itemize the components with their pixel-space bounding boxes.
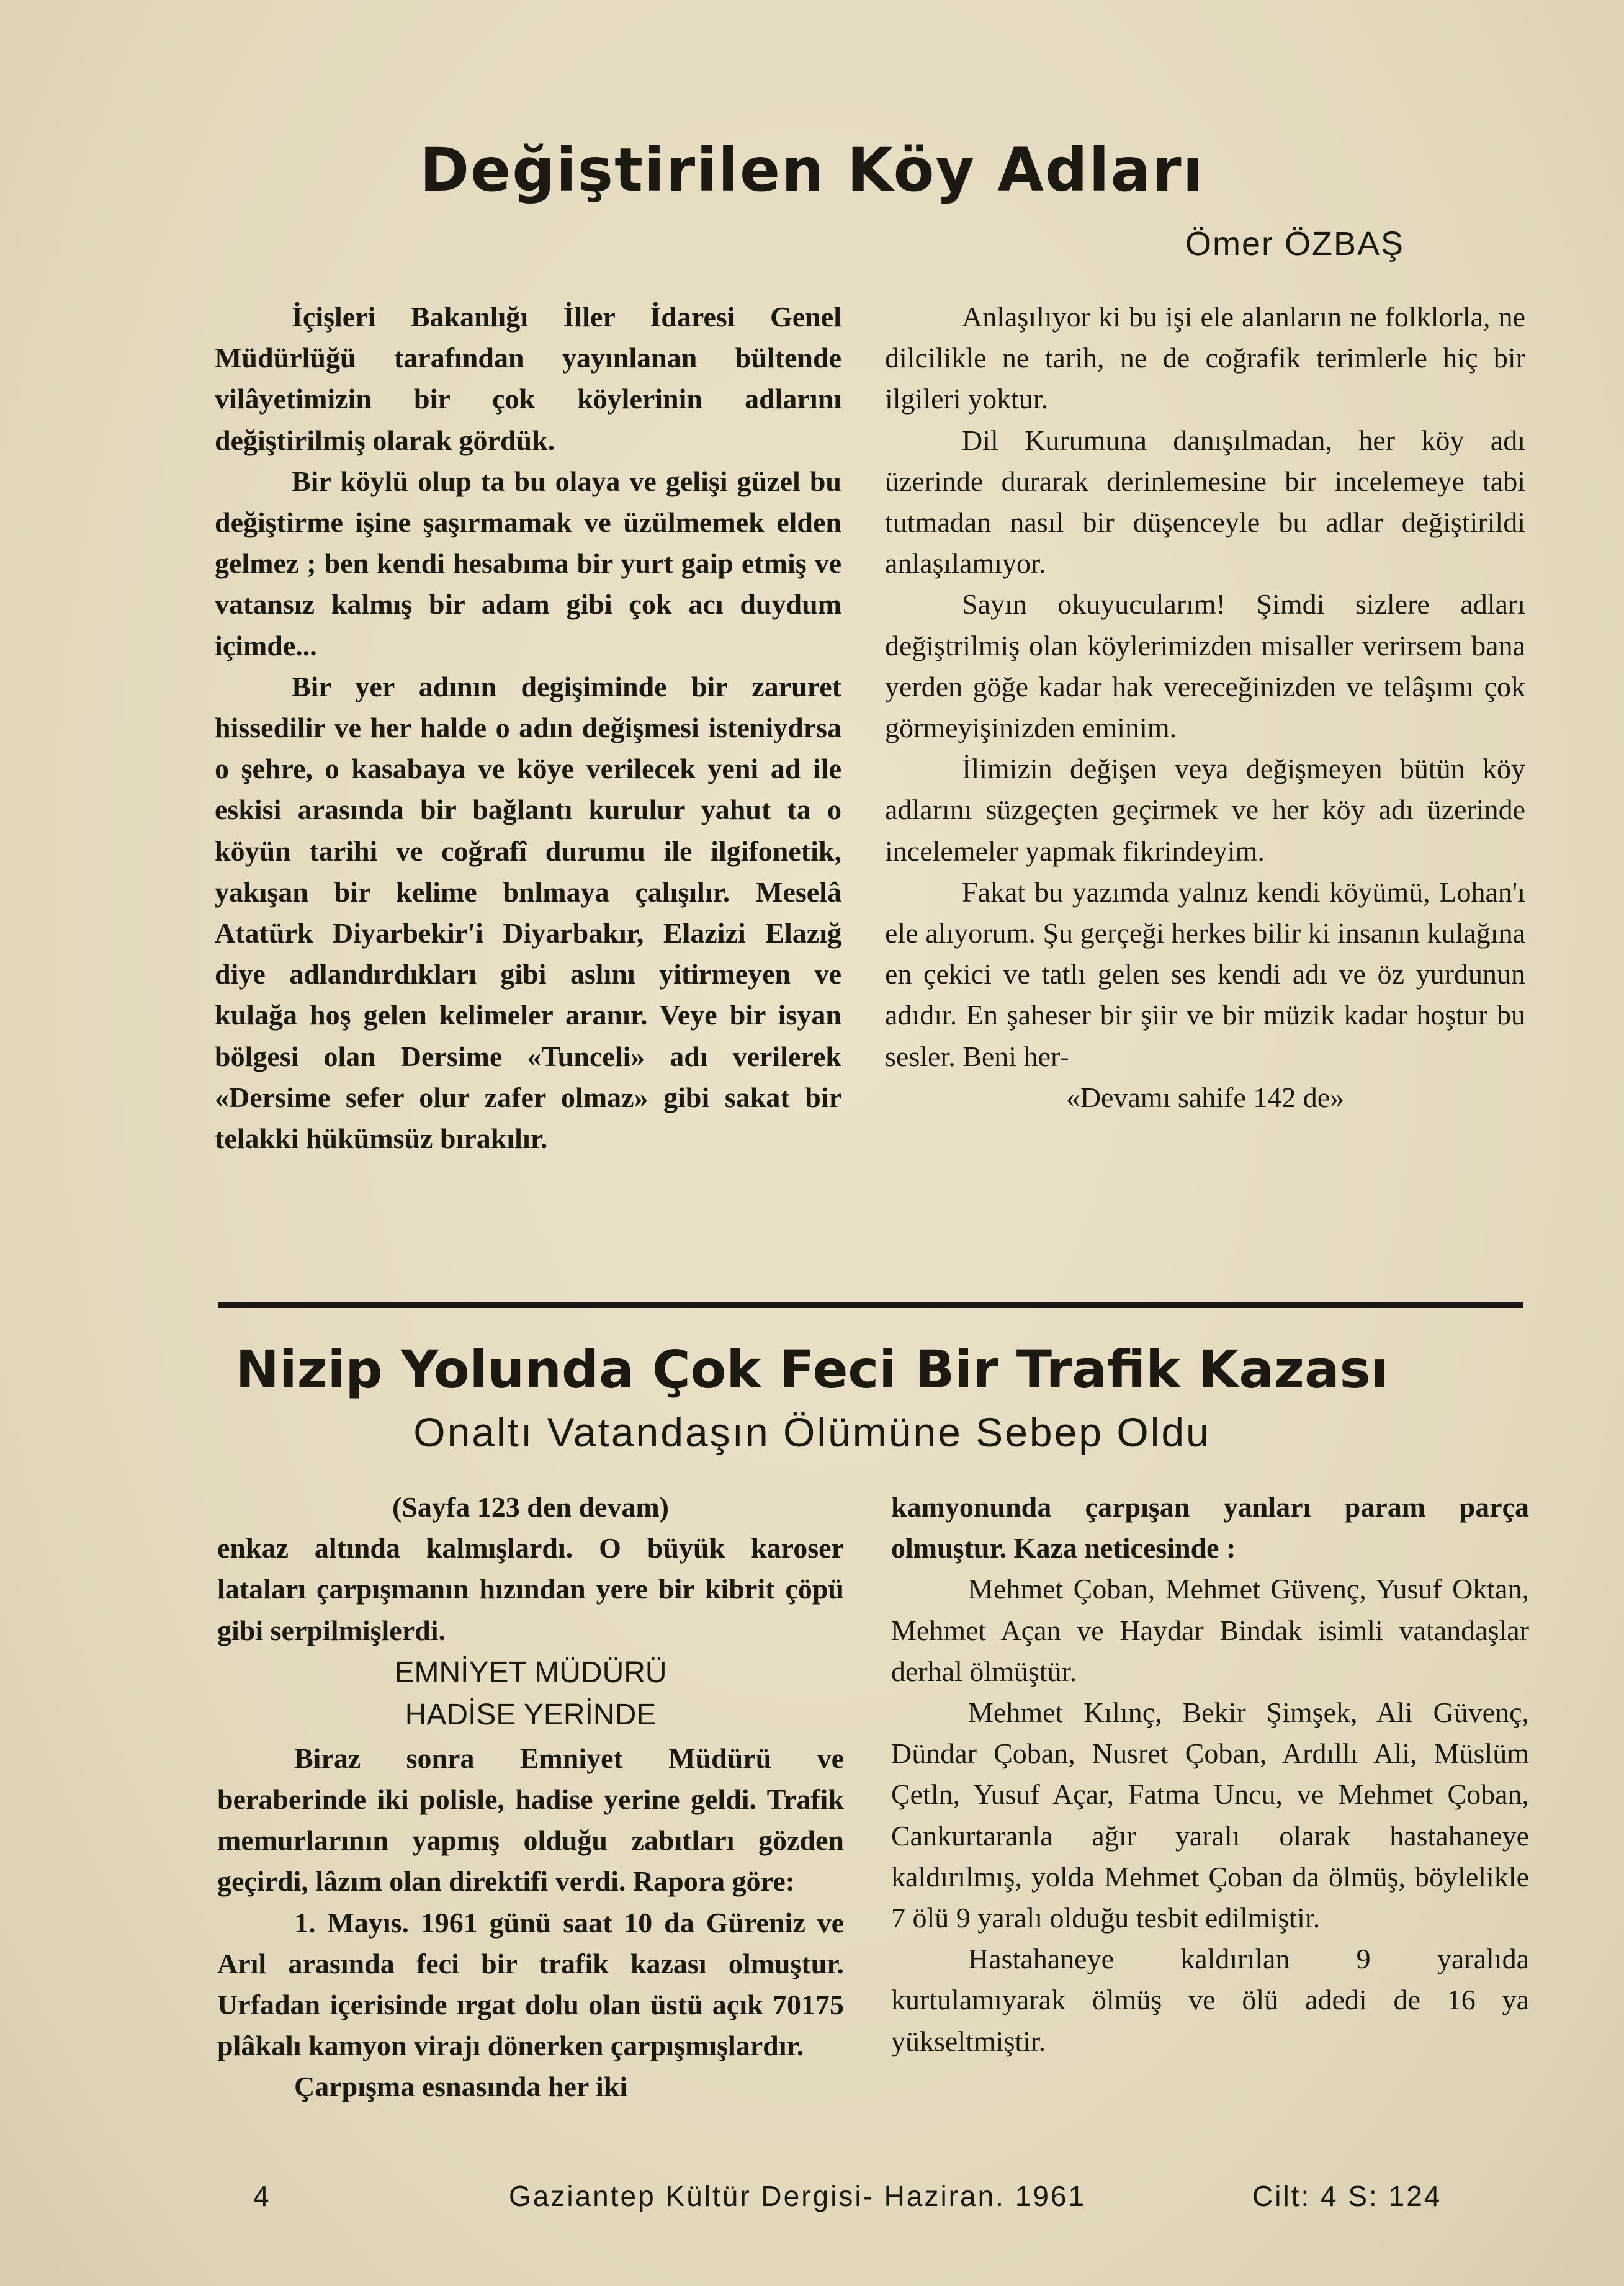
article-title: Değiştirilen Köy Adları (419, 135, 1205, 205)
subheading: HADİSE YERİNDE (405, 1698, 657, 1731)
paragraph: Çarpışma esnasında her iki (294, 2071, 628, 2103)
article2-title: Nizip Yolunda Çok Feci Bir Trafik Kazası (235, 1339, 1389, 1400)
paragraph: Bir köylü olup ta bu olaya ve gelişi güzel bu değiştirme işine şaşırmamak ve üzülmemek elden gelmez ; ben kendi hesabıma bir yurt gaip etmiş ve vatansız kalmış bir adam gibi çok acı duydum içimde... (215, 465, 841, 661)
page-number: 4 (253, 2180, 271, 2212)
paragraph: Anlaşılıyor ki bu işi ele alanların ne folklorla, ne dilcilikle ne tarih, ne de coğrafik terimlerle hiç bir ilgileri yoktur. (885, 301, 1525, 415)
article2-column-right (891, 1487, 1529, 2062)
article2-subtitle: Onaltı Vatandaşın Ölümüne Sebep Oldu (413, 1409, 1211, 1455)
paragraph: 1. Mayıs. 1961 günü saat 10 da Güreniz ve Arıl arasında feci bir trafik kazası olmuştur. Urfadan içerisinde ırgat dolu olan üstü açık 70175 plâkalı kamyon virajı dönerken çarpışmışlardır. (217, 1906, 844, 2062)
paragraph: Sayın okuyucularım! Şimdi sizlere adları değiştrilmiş olan köylerimizden misaller verirsem bana yerden göğe kadar hak vereceğinizden ve telâşımı çok görmeyişinizden eminim. (885, 588, 1525, 744)
article1-column-left (215, 297, 841, 1159)
paragraph: enkaz altında kalmışlardı. O büyük karoser lataları çarpışmanın hızından yere bir kibrit çöpü gibi serpilmişlerdi. (217, 1532, 844, 1646)
paragraph: İçişleri Bakanlığı İller İdaresi Genel Müdürlüğü tarafından yayınlanan bültende vilâyetimizin bir çok köylerinin adlarını değiştirilmiş olarak gördük. (215, 301, 841, 456)
subheading: EMNİYET MÜDÜRÜ (394, 1656, 667, 1689)
article2-column-left (217, 1487, 844, 2108)
issue-info: Cilt: 4 S: 124 (1252, 2180, 1442, 2212)
article-author: Ömer ÖZBAŞ (1185, 225, 1405, 262)
section-divider (218, 1302, 1523, 1308)
continued-note: «Devamı sahife 142 de» (1065, 1081, 1345, 1113)
paragraph: Hastahaneye kaldırılan 9 yaralıda kurtulamıyarak ölmüş ve ölü adedi de 16 ya yükseltmiştir. (891, 1943, 1529, 2057)
article1-column-right (885, 297, 1525, 1118)
continued-from-note: (Sayfa 123 den devam) (392, 1491, 669, 1523)
paragraph: kamyonunda çarpışan yanları param parça olmuştur. Kaza neticesinde : (891, 1491, 1529, 1564)
paragraph: Dil Kurumuna danışılmadan, her köy adı üzerinde durarak derinlemesine bir incelemeye tabi tutmadan nasıl bir düşenceyle bu adlar değiştirildi anlaşılamıyor. (885, 424, 1525, 580)
paragraph: Mehmet Kılınç, Bekir Şimşek, Ali Güvenç, Dündar Çoban, Nusret Çoban, Ardıllı Ali, Müslüm Çetln, Yusuf Açar, Fatma Uncu, ve Mehmet Çoban, Cankurtaranla ağır yaralı olarak hastahaneye kaldırılmış, yolda Mehmet Çoban da ölmüş, böylelikle 7 ölü 9 yaralı olduğu tesbit edilmiştir. (891, 1697, 1529, 1934)
paragraph: Bir yer adının degişiminde bir zaruret hissedilir ve her halde o adın değişmesi isteniydrsa o şehre, o kasabaya ve köye verilecek yeni ad ile eskisi arasında bir bağlantı kurulur yahut ta o köyün tarihi ve coğrafî durumu ile ilgifonetik, yakışan bir kelime bnlmaya çalışılır. Meselâ Atatürk Diyarbekir'i Diyarbakır, Elazizi Elazığ diye adlandırdıkları gibi aslını yitirmeyen ve kulağa hoş gelen kelimeler aranır. Veye bir isyan bölgesi olan Dersime «Tunceli» adı verilerek «Dersime sefer olur zafer olmaz» gibi sakat bir telakki hükümsüz bırakılır. (215, 670, 841, 1155)
paragraph: İlimizin değişen veya değişmeyen bütün köy adlarını süzgeçten geçirmek ve her köy adı üzerinde incelemeler yapmak fikrindeyim. (885, 753, 1525, 867)
paragraph: Mehmet Çoban, Mehmet Güvenç, Yusuf Oktan, Mehmet Açan ve Haydar Bindak isimli vatandaşlar derhal ölmüştür. (891, 1573, 1529, 1687)
paragraph: Biraz sonra Emniyet Müdürü ve beraberinde iki polisle, hadise yerine geldi. Trafik memurlarının yapmış olduğu zabıtları gözden geçirdi, lâzım olan direktifi verdi. Rapora göre: (217, 1742, 844, 1898)
paragraph: Fakat bu yazımda yalnız kendi köyümü, Lohan'ı ele alıyorum. Şu gerçeği herkes bilir ki insanın kulağına en çekici ve tatlı gelen ses kendi adı ve öz yurdunun adıdır. En şaheser bir şiir ve bir müzik kadar hoştur bu sesler. Beni her- (885, 876, 1525, 1072)
journal-name: Gaziantep Kültür Dergisi- Haziran. 1961 (509, 2180, 1087, 2212)
